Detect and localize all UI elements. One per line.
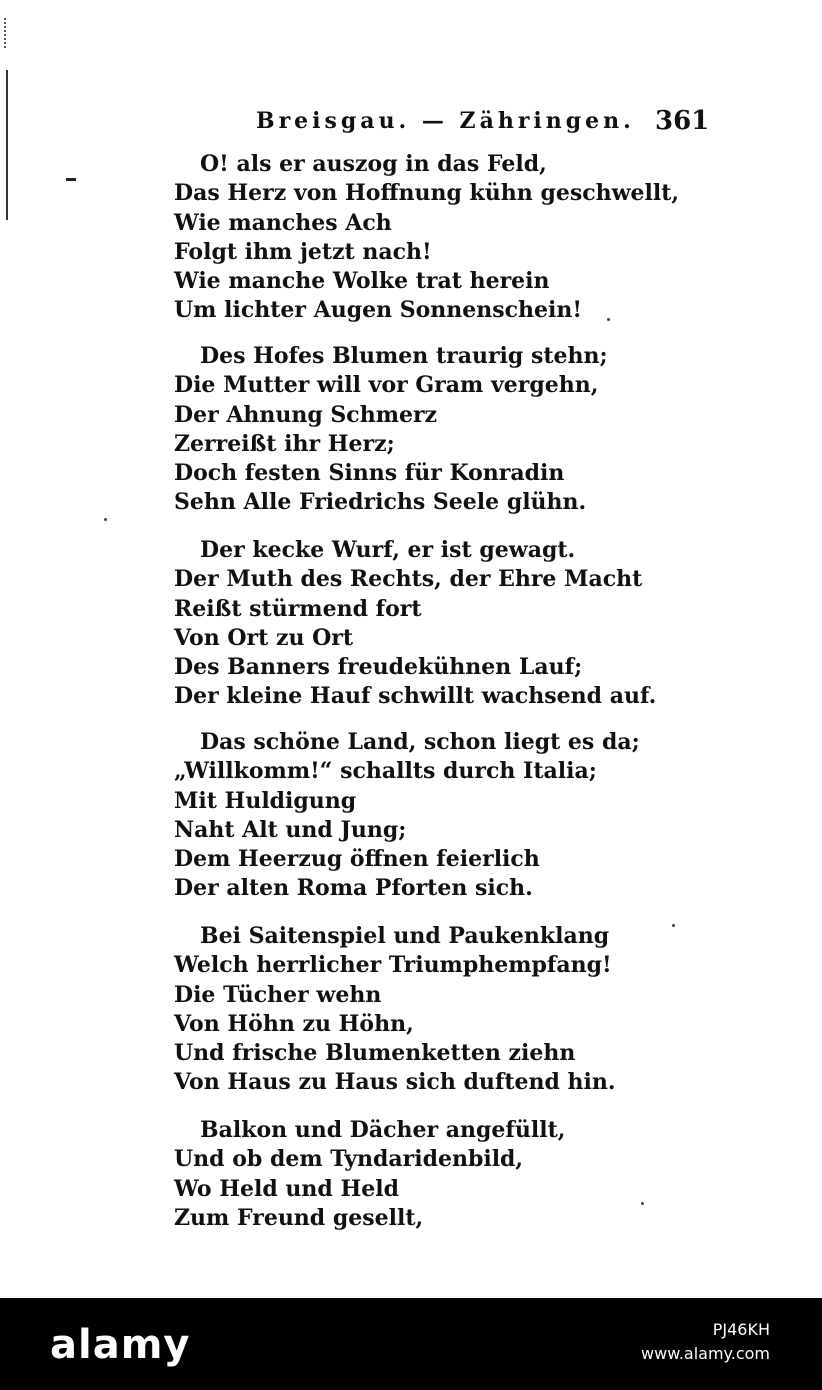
- watermark-logo: alamy: [50, 1322, 191, 1368]
- verse-line: Wie manche Wolke trat herein: [174, 268, 550, 295]
- verse-line: Der alten Roma Pforten sich.: [174, 875, 533, 902]
- verse-line: Um lichter Augen Sonnenschein!: [174, 297, 583, 324]
- verse-line: Das Herz von Hoffnung kühn geschwellt,: [174, 180, 680, 207]
- margin-marks: [4, 18, 9, 48]
- verse-line: Das schöne Land, schon liegt es da;: [200, 729, 640, 755]
- verse-line: Zum Freund gesellt,: [174, 1204, 424, 1231]
- stanza-3: [174, 536, 657, 712]
- stanza-1: [174, 150, 680, 326]
- page-number: 361: [655, 106, 710, 136]
- verse-line: Reißt stürmend fort: [174, 595, 422, 622]
- verse-line: Folgt ihm jetzt nach!: [174, 238, 432, 265]
- verse-line: Und ob dem Tyndaridenbild,: [174, 1146, 524, 1173]
- ink-speck: [104, 518, 107, 521]
- running-title: Breisgau. — Zähringen.: [256, 108, 635, 134]
- verse-line: Balkon und Dächer angefüllt,: [200, 1117, 566, 1143]
- verse-line: Wo Held und Held: [174, 1175, 399, 1202]
- verse-line: Welch herrlicher Triumphempfang!: [174, 952, 612, 979]
- verse-line: Doch festen Sinns für Konradin: [174, 460, 565, 487]
- verse-line: Sehn Alle Friedrichs Seele glühn.: [174, 489, 587, 516]
- stanza-2: [174, 342, 608, 518]
- verse-line: O! als er auszog in das Feld,: [200, 151, 547, 177]
- watermark-url: www.alamy.com: [641, 1344, 770, 1363]
- verse-line: Von Höhn zu Höhn,: [174, 1010, 414, 1037]
- ink-speck: [607, 318, 610, 321]
- verse-line: Mit Huldigung: [174, 787, 357, 814]
- verse-line: Des Hofes Blumen traurig stehn;: [200, 343, 608, 369]
- ink-speck: [641, 1202, 644, 1205]
- verse-line: Die Tücher wehn: [174, 981, 382, 1008]
- stanza-4: [174, 728, 640, 904]
- verse-line: Von Ort zu Ort: [174, 624, 354, 651]
- verse-line: Wie manches Ach: [174, 209, 392, 236]
- ink-speck: [672, 924, 675, 927]
- verse-line: Der kleine Hauf schwillt wachsend auf.: [174, 683, 657, 710]
- margin-dash: [66, 178, 76, 181]
- verse-line: Und frische Blumenketten ziehn: [174, 1040, 576, 1067]
- verse-line: Von Haus zu Haus sich duftend hin.: [174, 1069, 616, 1096]
- margin-rule: [6, 70, 8, 220]
- verse-line: Der Ahnung Schmerz: [174, 401, 438, 428]
- verse-line: Der Muth des Rechts, der Ehre Macht: [174, 566, 643, 593]
- verse-line: „Willkomm!“ schallts durch Italia;: [174, 758, 597, 785]
- verse-line: Dem Heerzug öffnen feierlich: [174, 846, 540, 873]
- verse-line: Der kecke Wurf, er ist gewagt.: [200, 537, 576, 563]
- verse-line: Die Mutter will vor Gram vergehn,: [174, 372, 599, 399]
- verse-line: Naht Alt und Jung;: [174, 816, 407, 843]
- stanza-6: [174, 1116, 594, 1233]
- verse-line: Bei Saitenspiel und Paukenklang: [200, 923, 610, 949]
- verse-line: Zerreißt ihr Herz;: [174, 430, 395, 457]
- verse-line: Des Banners freudekühnen Lauf;: [174, 654, 583, 681]
- stanza-5: [174, 922, 616, 1098]
- image-code: PJ46KH: [712, 1320, 770, 1339]
